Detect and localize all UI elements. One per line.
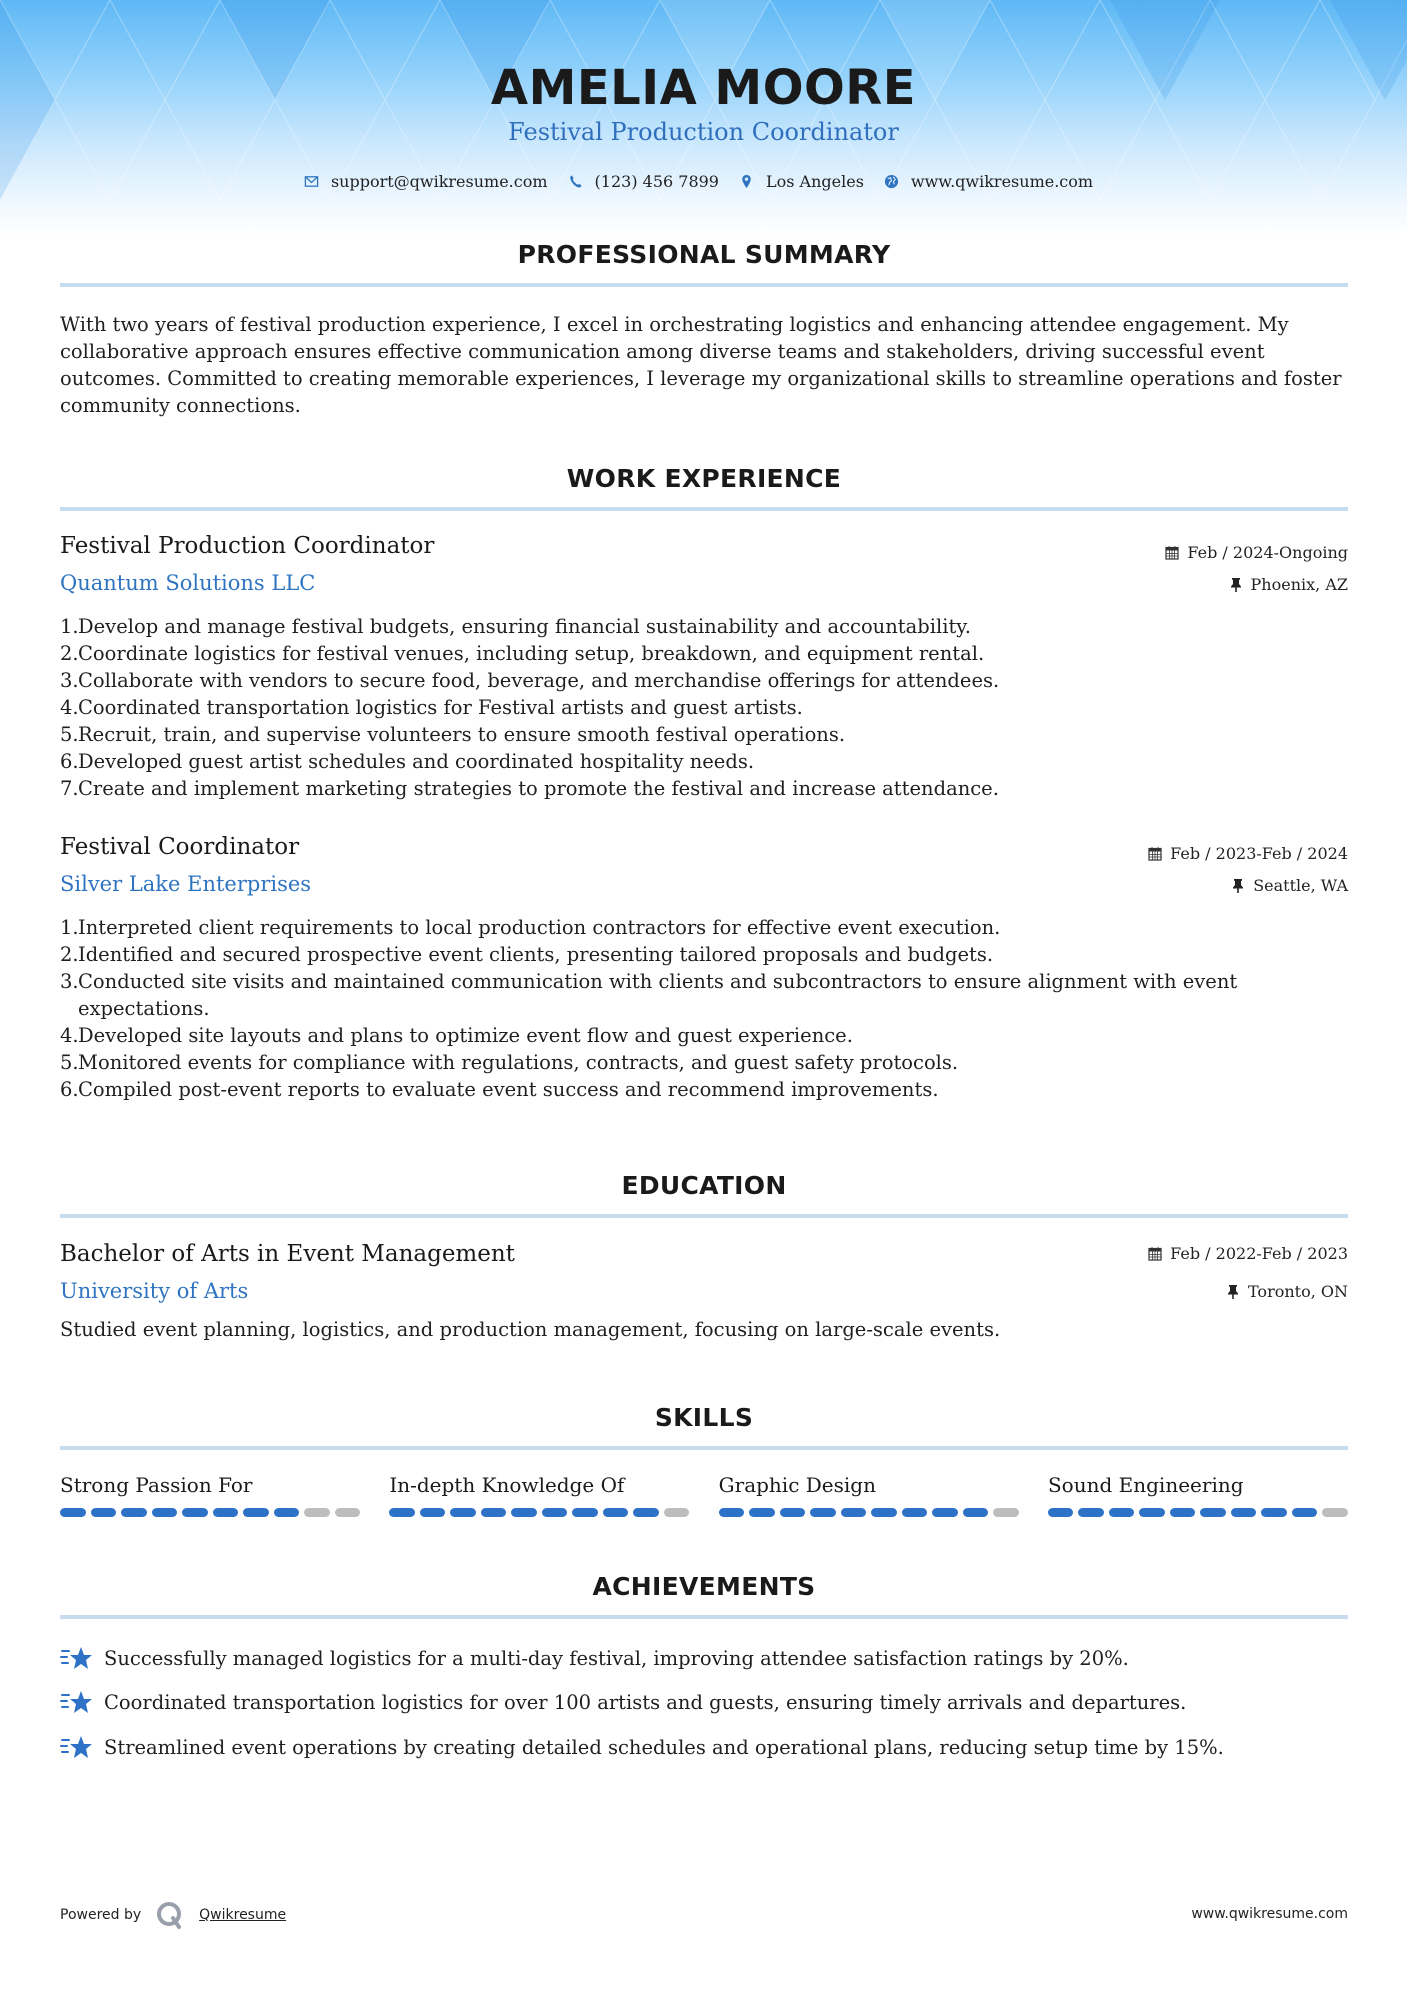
skill-segment — [274, 1508, 300, 1517]
calendar-icon — [1148, 1246, 1162, 1261]
skill-segment — [91, 1508, 117, 1517]
qwikresume-logo-icon — [155, 1900, 185, 1930]
qwikresume-link[interactable]: Qwikresume — [199, 1907, 287, 1923]
section-divider — [60, 1446, 1348, 1450]
website-text: www.qwikresume.com — [910, 172, 1094, 191]
candidate-name: AMELIA MOORE — [490, 60, 917, 116]
job-title: Festival Coordinator — [60, 834, 300, 860]
list-item: 4. Developed site layouts and plans to optimize event flow and guest experience. — [60, 1024, 853, 1047]
skill-segment — [389, 1508, 415, 1517]
map-pin-icon — [739, 174, 754, 189]
list-item: 5. Monitored events for compliance with regulations, contracts, and guest safety protocols. — [60, 1051, 959, 1074]
job-location: Phoenix, AZ — [1229, 575, 1348, 594]
skill-segment — [60, 1508, 86, 1517]
skill-segment — [121, 1508, 147, 1517]
achievements-heading: ACHIEVEMENTS — [592, 1572, 816, 1601]
footer-website-link[interactable]: www.qwikresume.com — [1191, 1906, 1348, 1922]
degree-title: Bachelor of Arts in Event Management — [60, 1241, 515, 1267]
list-item: 7. Create and implement marketing strategies to promote the festival and increase attendance. — [60, 777, 999, 800]
education-location: Toronto, ON — [1226, 1282, 1348, 1301]
skill-rating-bar — [719, 1508, 1019, 1517]
skill-segment — [1261, 1508, 1287, 1517]
skill-segment — [1048, 1508, 1074, 1517]
company-name: Silver Lake Enterprises — [60, 872, 312, 896]
skill-item: Strong Passion For — [60, 1473, 360, 1517]
skill-segment — [932, 1508, 958, 1517]
skills-list — [60, 1473, 1348, 1517]
skill-segment — [304, 1508, 330, 1517]
skill-segment — [1078, 1508, 1104, 1517]
experience-heading: WORK EXPERIENCE — [566, 464, 842, 493]
resume-header — [0, 0, 1407, 235]
skill-segment — [1109, 1508, 1135, 1517]
school-name: University of Arts — [60, 1279, 249, 1303]
calendar-icon — [1165, 545, 1179, 560]
education-heading: EDUCATION — [621, 1171, 787, 1200]
skill-rating-bar — [389, 1508, 689, 1517]
skill-segment — [633, 1508, 659, 1517]
list-item: 2. Coordinate logistics for festival venues, including setup, breakdown, and equipment rental. — [60, 642, 985, 665]
skill-segment — [481, 1508, 507, 1517]
shooting-star-icon — [60, 1643, 94, 1673]
skill-segment — [1292, 1508, 1318, 1517]
section-divider — [60, 1214, 1348, 1218]
skill-segment — [1170, 1508, 1196, 1517]
job-bullets — [60, 914, 1348, 1103]
list-item: 2. Identified and secured prospective event clients, presenting tailored proposals and budgets. — [60, 943, 994, 966]
skill-segment — [871, 1508, 897, 1517]
skill-segment — [1139, 1508, 1165, 1517]
skill-segment — [603, 1508, 629, 1517]
skill-item: Graphic Design — [719, 1473, 1019, 1517]
section-divider — [60, 507, 1348, 511]
skill-segment — [963, 1508, 989, 1517]
job-dates: Feb / 2024-Ongoing — [1165, 543, 1348, 562]
skill-item: Sound Engineering — [1048, 1473, 1348, 1517]
phone-text: (123) 456 7899 — [594, 172, 719, 191]
envelope-icon — [304, 174, 319, 189]
skill-segment — [450, 1508, 476, 1517]
skill-segment — [1231, 1508, 1257, 1517]
list-item: 3. Conducted site visits and maintained communication with clients and subcontractors to ensure alignment with event expectations. — [60, 970, 1238, 1020]
list-item: 4. Coordinated transportation logistics for Festival artists and guest artists. — [60, 696, 803, 719]
company-name: Quantum Solutions LLC — [60, 571, 316, 595]
section-divider — [60, 283, 1348, 287]
skill-segment — [213, 1508, 239, 1517]
list-item: 6. Developed guest artist schedules and coordinated hospitality needs. — [60, 750, 755, 773]
contact-website[interactable] — [884, 172, 1093, 191]
skill-segment — [335, 1508, 361, 1517]
skill-item: In-depth Knowledge Of — [389, 1473, 689, 1517]
skill-segment — [1200, 1508, 1226, 1517]
summary-text: With two years of festival production experience, I excel in orchestrating logistics and enhancing attendee engagement. My collaborative approach ensures effective communication among diverse teams and stakeholders, driving successful event outcomes. Committed to creating memorable experiences, I leverage my organizational skills to streamline operations and foster community connections. — [60, 313, 1342, 417]
skill-rating-bar — [60, 1508, 360, 1517]
list-item: 6. Compiled post-event reports to evaluate event success and recommend improvements. — [60, 1078, 939, 1101]
pushpin-icon — [1226, 1284, 1240, 1299]
skill-segment — [243, 1508, 269, 1517]
achievement-item: Streamlined event operations by creating detailed schedules and operational plans, reducing setup time by 15%. — [60, 1732, 1348, 1762]
contact-phone[interactable] — [568, 172, 719, 191]
candidate-title: Festival Production Coordinator — [508, 118, 899, 146]
skill-segment — [1322, 1508, 1348, 1517]
skill-segment — [664, 1508, 690, 1517]
list-item: 1. Interpreted client requirements to local production contractors for effective event execution. — [60, 916, 1001, 939]
job-location: Seattle, WA — [1231, 876, 1348, 895]
shooting-star-icon — [60, 1732, 94, 1762]
skill-segment — [420, 1508, 446, 1517]
contact-email[interactable] — [304, 172, 548, 191]
list-item: 1. Develop and manage festival budgets, ensuring financial sustainability and accountability. — [60, 615, 971, 638]
pushpin-icon — [1231, 878, 1245, 893]
summary-heading: PROFESSIONAL SUMMARY — [517, 240, 891, 269]
location-text: Los Angeles — [765, 172, 864, 191]
footer-powered-by: Powered by Qwikresume — [60, 1900, 286, 1930]
globe-icon — [884, 174, 899, 189]
shooting-star-icon — [60, 1687, 94, 1717]
skills-heading: SKILLS — [654, 1403, 754, 1432]
education-description: Studied event planning, logistics, and production management, focusing on large-scale events. — [60, 1318, 1001, 1341]
skill-segment — [572, 1508, 598, 1517]
education-dates: Feb / 2022-Feb / 2023 — [1148, 1244, 1348, 1263]
skill-segment — [182, 1508, 208, 1517]
job-dates: Feb / 2023-Feb / 2024 — [1148, 844, 1348, 863]
job-bullets — [60, 613, 1348, 802]
contact-location — [739, 172, 864, 191]
achievement-item: Coordinated transportation logistics for over 100 artists and guests, ensuring timely arrivals and departures. — [60, 1687, 1348, 1717]
contact-bar — [0, 172, 1407, 191]
skill-segment — [902, 1508, 928, 1517]
section-divider — [60, 1615, 1348, 1619]
skill-segment — [993, 1508, 1019, 1517]
calendar-icon — [1148, 846, 1162, 861]
skill-segment — [780, 1508, 806, 1517]
skill-rating-bar — [1048, 1508, 1348, 1517]
list-item: 3. Collaborate with vendors to secure food, beverage, and merchandise offerings for attendees. — [60, 669, 1000, 692]
job-title: Festival Production Coordinator — [60, 533, 435, 559]
skill-segment — [810, 1508, 836, 1517]
skill-segment — [511, 1508, 537, 1517]
phone-icon — [568, 174, 583, 189]
skill-segment — [152, 1508, 178, 1517]
list-item: 5. Recruit, train, and supervise volunteers to ensure smooth festival operations. — [60, 723, 846, 746]
email-text: support@qwikresume.com — [330, 172, 548, 191]
achievement-item: Successfully managed logistics for a multi-day festival, improving attendee satisfaction ratings by 20%. — [60, 1643, 1348, 1673]
skill-segment — [542, 1508, 568, 1517]
skill-segment — [749, 1508, 775, 1517]
skill-segment — [719, 1508, 745, 1517]
pushpin-icon — [1229, 577, 1243, 592]
skill-segment — [841, 1508, 867, 1517]
